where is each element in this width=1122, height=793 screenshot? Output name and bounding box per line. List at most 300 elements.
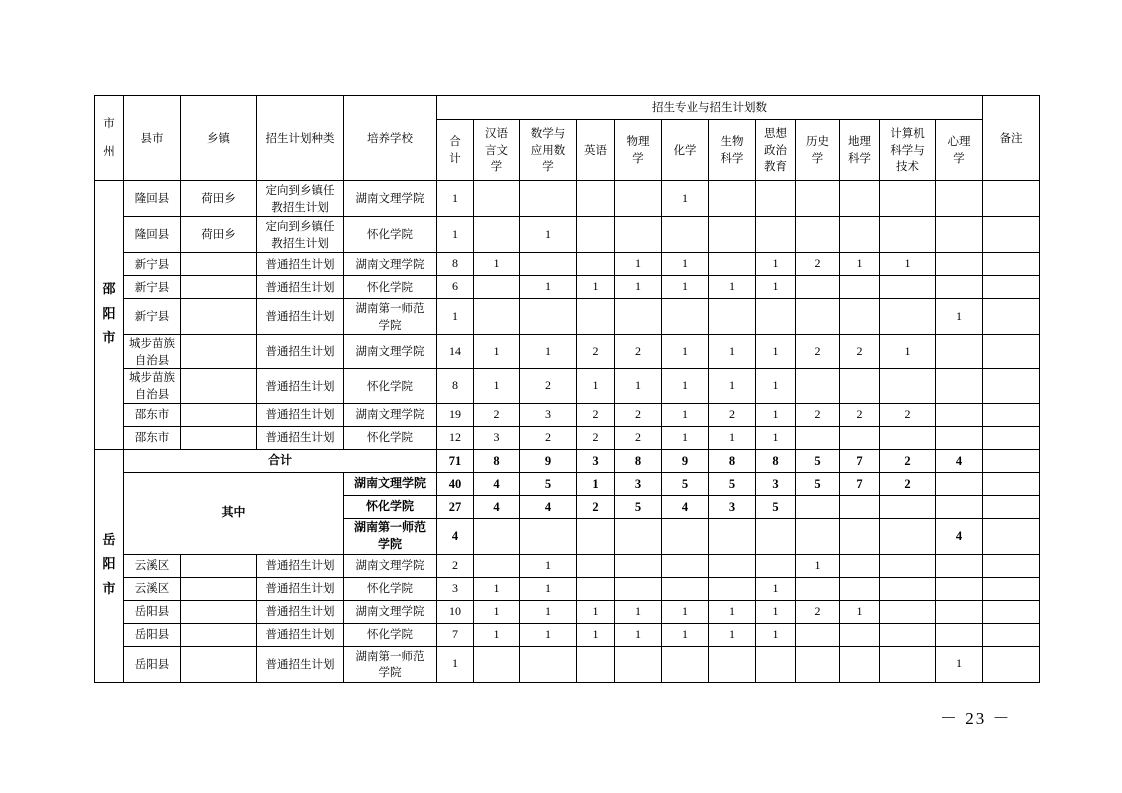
value-cell	[936, 181, 983, 217]
value-cell	[880, 276, 936, 299]
total-cell: 1	[437, 646, 474, 682]
value-cell: 1	[662, 369, 709, 403]
county-cell: 岳阳县	[124, 646, 181, 682]
value-cell: 1	[577, 369, 615, 403]
value-cell: 2	[796, 403, 840, 426]
plan-type-cell: 定向到乡镇任 教招生计划	[257, 181, 344, 217]
value-cell: 8	[756, 449, 796, 472]
of-which-label: 其中	[124, 472, 344, 554]
value-cell: 2	[796, 253, 840, 276]
value-cell	[796, 495, 840, 518]
value-cell	[615, 554, 662, 577]
value-cell	[936, 554, 983, 577]
value-cell: 1	[756, 335, 796, 369]
total-cell: 14	[437, 335, 474, 369]
value-cell: 4	[474, 472, 520, 495]
value-cell: 1	[662, 426, 709, 449]
value-cell	[840, 217, 880, 253]
value-cell: 1	[936, 299, 983, 335]
county-cell: 岳阳县	[124, 600, 181, 623]
value-cell: 1	[756, 600, 796, 623]
total-cell: 12	[437, 426, 474, 449]
value-cell	[796, 369, 840, 403]
total-cell: 19	[437, 403, 474, 426]
remark-cell	[983, 217, 1040, 253]
plan-type-cell: 普通招生计划	[257, 276, 344, 299]
remark-cell	[983, 253, 1040, 276]
remark-cell	[983, 369, 1040, 403]
value-cell: 3	[577, 449, 615, 472]
plan-type-cell: 普通招生计划	[257, 299, 344, 335]
value-cell	[796, 299, 840, 335]
remark-cell	[983, 577, 1040, 600]
sum-label: 合计	[124, 449, 437, 472]
table-row	[95, 646, 1040, 682]
table-row	[95, 253, 1040, 276]
value-cell: 1	[756, 369, 796, 403]
school-cell: 湖南第一师范 学院	[344, 518, 437, 554]
header-major: 物理 学	[615, 120, 662, 181]
value-cell	[936, 335, 983, 369]
remark-cell	[983, 646, 1040, 682]
value-cell	[880, 577, 936, 600]
value-cell	[756, 646, 796, 682]
enrollment-plan-table	[94, 95, 1040, 683]
school-cell: 怀化学院	[344, 577, 437, 600]
value-cell	[474, 646, 520, 682]
value-cell: 1	[756, 426, 796, 449]
value-cell: 5	[615, 495, 662, 518]
school-cell: 怀化学院	[344, 369, 437, 403]
value-cell: 3	[520, 403, 577, 426]
remark-cell	[983, 472, 1040, 495]
value-cell: 2	[840, 403, 880, 426]
school-cell: 湖南文理学院	[344, 600, 437, 623]
value-cell: 1	[520, 335, 577, 369]
value-cell	[577, 518, 615, 554]
town-cell	[181, 554, 257, 577]
header-city: 市 州	[95, 96, 124, 181]
header-majors-group: 招生专业与招生计划数	[437, 96, 983, 120]
remark-cell	[983, 449, 1040, 472]
value-cell: 9	[520, 449, 577, 472]
plan-type-cell: 普通招生计划	[257, 403, 344, 426]
value-cell	[520, 518, 577, 554]
value-cell: 3	[474, 426, 520, 449]
value-cell	[709, 299, 756, 335]
value-cell	[840, 276, 880, 299]
value-cell	[880, 217, 936, 253]
value-cell: 1	[756, 276, 796, 299]
value-cell: 1	[615, 623, 662, 646]
county-cell: 岳阳县	[124, 623, 181, 646]
remark-cell	[983, 518, 1040, 554]
value-cell: 5	[520, 472, 577, 495]
value-cell: 1	[709, 335, 756, 369]
value-cell	[936, 403, 983, 426]
value-cell: 1	[662, 623, 709, 646]
value-cell	[796, 276, 840, 299]
town-cell	[181, 335, 257, 369]
value-cell	[840, 369, 880, 403]
total-cell: 1	[437, 181, 474, 217]
header-town: 乡镇	[181, 96, 257, 181]
value-cell: 1	[520, 554, 577, 577]
plan-type-cell: 定向到乡镇任 教招生计划	[257, 217, 344, 253]
value-cell: 5	[796, 449, 840, 472]
plan-type-cell: 普通招生计划	[257, 369, 344, 403]
header-major: 汉语 言文 学	[474, 120, 520, 181]
value-cell	[615, 181, 662, 217]
value-cell: 2	[520, 426, 577, 449]
plan-type-cell: 普通招生计划	[257, 335, 344, 369]
remark-cell	[983, 299, 1040, 335]
value-cell	[796, 181, 840, 217]
value-cell	[840, 495, 880, 518]
value-cell	[840, 623, 880, 646]
value-cell: 2	[577, 403, 615, 426]
value-cell: 1	[709, 369, 756, 403]
town-cell: 荷田乡	[181, 217, 257, 253]
value-cell: 1	[756, 577, 796, 600]
value-cell: 9	[662, 449, 709, 472]
value-cell	[840, 554, 880, 577]
value-cell	[936, 472, 983, 495]
value-cell: 1	[615, 276, 662, 299]
value-cell: 1	[615, 369, 662, 403]
value-cell	[880, 518, 936, 554]
value-cell	[662, 299, 709, 335]
value-cell: 1	[520, 217, 577, 253]
value-cell: 1	[709, 623, 756, 646]
value-cell	[615, 518, 662, 554]
value-cell	[577, 577, 615, 600]
school-cell: 湖南文理学院	[344, 335, 437, 369]
school-cell: 湖南文理学院	[344, 181, 437, 217]
value-cell	[880, 646, 936, 682]
value-cell: 1	[709, 426, 756, 449]
city-cell-yueyang: 岳 阳 市	[95, 449, 124, 682]
header-major: 计算机 科学与 技术	[880, 120, 936, 181]
total-cell: 27	[437, 495, 474, 518]
county-cell: 新宁县	[124, 299, 181, 335]
remark-cell	[983, 623, 1040, 646]
value-cell	[796, 623, 840, 646]
value-cell: 2	[796, 335, 840, 369]
county-cell: 邵东市	[124, 426, 181, 449]
remark-cell	[983, 276, 1040, 299]
value-cell: 8	[474, 449, 520, 472]
value-cell: 8	[709, 449, 756, 472]
total-cell: 40	[437, 472, 474, 495]
table-row	[95, 276, 1040, 299]
plan-type-cell: 普通招生计划	[257, 646, 344, 682]
remark-cell	[983, 600, 1040, 623]
value-cell	[709, 646, 756, 682]
value-cell: 1	[577, 600, 615, 623]
value-cell	[474, 276, 520, 299]
value-cell: 1	[615, 600, 662, 623]
value-cell	[709, 253, 756, 276]
value-cell	[520, 646, 577, 682]
school-cell: 湖南文理学院	[344, 554, 437, 577]
value-cell	[662, 217, 709, 253]
value-cell: 1	[520, 276, 577, 299]
total-cell: 6	[437, 276, 474, 299]
value-cell: 2	[880, 472, 936, 495]
value-cell	[880, 369, 936, 403]
value-cell: 1	[662, 276, 709, 299]
plan-type-cell: 普通招生计划	[257, 600, 344, 623]
value-cell	[936, 600, 983, 623]
plan-type-cell: 普通招生计划	[257, 623, 344, 646]
school-cell: 怀化学院	[344, 217, 437, 253]
town-cell	[181, 276, 257, 299]
total-cell: 1	[437, 217, 474, 253]
value-cell	[936, 577, 983, 600]
value-cell: 1	[520, 623, 577, 646]
header-total: 合 计	[437, 120, 474, 181]
value-cell	[880, 181, 936, 217]
value-cell: 2	[577, 335, 615, 369]
breakdown-row	[95, 472, 1040, 495]
total-cell: 71	[437, 449, 474, 472]
table-row	[95, 577, 1040, 600]
value-cell	[662, 518, 709, 554]
school-cell: 怀化学院	[344, 276, 437, 299]
table-row	[95, 181, 1040, 217]
value-cell: 1	[936, 646, 983, 682]
value-cell	[709, 181, 756, 217]
value-cell: 2	[880, 449, 936, 472]
town-cell	[181, 299, 257, 335]
total-cell: 1	[437, 299, 474, 335]
header-major: 历史 学	[796, 120, 840, 181]
remark-cell	[983, 554, 1040, 577]
value-cell	[577, 217, 615, 253]
county-cell: 云溪区	[124, 554, 181, 577]
value-cell	[577, 299, 615, 335]
value-cell	[709, 554, 756, 577]
value-cell	[577, 253, 615, 276]
header-major: 英语	[577, 120, 615, 181]
value-cell	[474, 299, 520, 335]
value-cell: 4	[936, 518, 983, 554]
value-cell	[709, 518, 756, 554]
total-cell: 8	[437, 369, 474, 403]
value-cell	[474, 217, 520, 253]
town-cell	[181, 403, 257, 426]
value-cell	[840, 518, 880, 554]
remark-cell	[983, 495, 1040, 518]
value-cell: 2	[474, 403, 520, 426]
table-row	[95, 600, 1040, 623]
value-cell	[880, 426, 936, 449]
value-cell: 2	[709, 403, 756, 426]
school-cell: 湖南文理学院	[344, 253, 437, 276]
table-row	[95, 554, 1040, 577]
value-cell	[520, 181, 577, 217]
school-cell: 怀化学院	[344, 495, 437, 518]
value-cell: 1	[662, 403, 709, 426]
value-cell	[840, 181, 880, 217]
value-cell	[796, 426, 840, 449]
total-cell: 3	[437, 577, 474, 600]
value-cell	[796, 577, 840, 600]
value-cell: 2	[615, 403, 662, 426]
school-cell: 怀化学院	[344, 426, 437, 449]
county-cell: 隆回县	[124, 181, 181, 217]
value-cell	[936, 426, 983, 449]
town-cell	[181, 623, 257, 646]
value-cell: 4	[474, 495, 520, 518]
county-cell: 城步苗族 自治县	[124, 335, 181, 369]
value-cell: 1	[840, 253, 880, 276]
value-cell: 1	[474, 253, 520, 276]
school-cell: 湖南文理学院	[344, 472, 437, 495]
sum-row	[95, 449, 1040, 472]
school-cell: 湖南第一师范 学院	[344, 299, 437, 335]
table-row	[95, 299, 1040, 335]
value-cell: 1	[474, 623, 520, 646]
value-cell	[520, 253, 577, 276]
value-cell: 1	[474, 369, 520, 403]
value-cell	[796, 646, 840, 682]
plan-type-cell: 普通招生计划	[257, 426, 344, 449]
value-cell: 1	[662, 253, 709, 276]
total-cell: 7	[437, 623, 474, 646]
value-cell	[577, 181, 615, 217]
value-cell: 1	[709, 600, 756, 623]
county-cell: 隆回县	[124, 217, 181, 253]
value-cell: 3	[615, 472, 662, 495]
value-cell	[615, 577, 662, 600]
value-cell: 5	[662, 472, 709, 495]
value-cell	[936, 495, 983, 518]
value-cell	[709, 217, 756, 253]
value-cell	[662, 577, 709, 600]
value-cell: 2	[615, 335, 662, 369]
value-cell: 1	[520, 577, 577, 600]
total-cell: 2	[437, 554, 474, 577]
value-cell: 5	[796, 472, 840, 495]
town-cell	[181, 369, 257, 403]
value-cell	[662, 646, 709, 682]
table-row	[95, 623, 1040, 646]
value-cell: 1	[615, 253, 662, 276]
header-major: 化学	[662, 120, 709, 181]
value-cell	[756, 518, 796, 554]
table-row	[95, 403, 1040, 426]
value-cell	[615, 299, 662, 335]
town-cell: 荷田乡	[181, 181, 257, 217]
value-cell: 4	[662, 495, 709, 518]
header-plan-type: 招生计划种类	[257, 96, 344, 181]
town-cell	[181, 577, 257, 600]
value-cell: 1	[474, 335, 520, 369]
value-cell: 2	[577, 426, 615, 449]
value-cell: 1	[756, 623, 796, 646]
value-cell: 1	[880, 335, 936, 369]
school-cell: 湖南文理学院	[344, 403, 437, 426]
total-cell: 10	[437, 600, 474, 623]
header-county: 县市	[124, 96, 181, 181]
table-row	[95, 217, 1040, 253]
value-cell: 8	[615, 449, 662, 472]
value-cell: 1	[662, 600, 709, 623]
value-cell	[474, 518, 520, 554]
value-cell	[936, 369, 983, 403]
value-cell	[615, 217, 662, 253]
remark-cell	[983, 181, 1040, 217]
value-cell: 1	[756, 253, 796, 276]
header-school: 培养学校	[344, 96, 437, 181]
plan-type-cell: 普通招生计划	[257, 253, 344, 276]
value-cell: 1	[520, 600, 577, 623]
value-cell: 2	[840, 335, 880, 369]
value-cell	[756, 299, 796, 335]
value-cell	[880, 600, 936, 623]
total-cell: 8	[437, 253, 474, 276]
value-cell	[880, 299, 936, 335]
value-cell: 2	[577, 495, 615, 518]
value-cell: 1	[577, 276, 615, 299]
value-cell	[936, 276, 983, 299]
header-major: 地理 科学	[840, 120, 880, 181]
value-cell: 2	[796, 600, 840, 623]
value-cell: 1	[880, 253, 936, 276]
town-cell	[181, 646, 257, 682]
remark-cell	[983, 403, 1040, 426]
header-major: 数学与 应用数 学	[520, 120, 577, 181]
value-cell: 5	[756, 495, 796, 518]
value-cell	[662, 554, 709, 577]
value-cell	[936, 253, 983, 276]
county-cell: 邵东市	[124, 403, 181, 426]
table-row	[95, 369, 1040, 403]
town-cell	[181, 600, 257, 623]
value-cell: 2	[615, 426, 662, 449]
value-cell	[615, 646, 662, 682]
value-cell	[840, 426, 880, 449]
table-row	[95, 335, 1040, 369]
value-cell: 1	[662, 181, 709, 217]
value-cell: 1	[840, 600, 880, 623]
county-cell: 新宁县	[124, 276, 181, 299]
value-cell	[840, 646, 880, 682]
value-cell: 3	[756, 472, 796, 495]
value-cell: 7	[840, 449, 880, 472]
value-cell	[796, 217, 840, 253]
value-cell	[840, 577, 880, 600]
plan-type-cell: 普通招生计划	[257, 554, 344, 577]
header-major: 心理 学	[936, 120, 983, 181]
value-cell: 4	[520, 495, 577, 518]
value-cell	[474, 181, 520, 217]
value-cell: 1	[474, 600, 520, 623]
value-cell	[756, 181, 796, 217]
value-cell	[520, 299, 577, 335]
plan-type-cell: 普通招生计划	[257, 577, 344, 600]
value-cell	[577, 554, 615, 577]
school-cell: 怀化学院	[344, 623, 437, 646]
county-cell: 新宁县	[124, 253, 181, 276]
value-cell: 3	[709, 495, 756, 518]
remark-cell	[983, 335, 1040, 369]
city-cell-shaoyang: 邵 阳 市	[95, 181, 124, 450]
town-cell	[181, 426, 257, 449]
value-cell	[936, 217, 983, 253]
